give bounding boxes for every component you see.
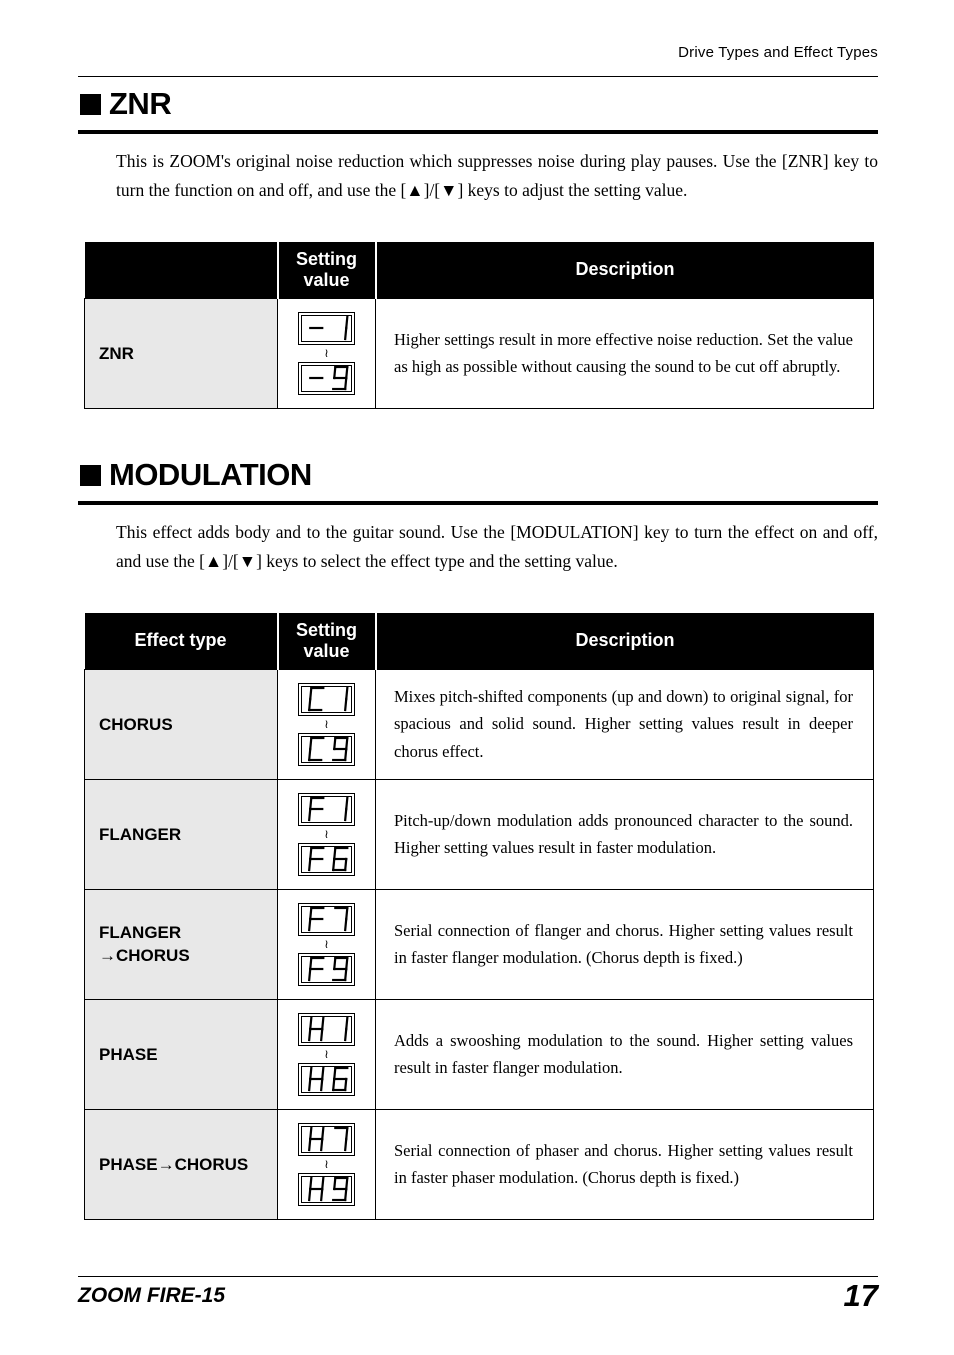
lcd-digit (305, 1016, 325, 1042)
col-header-blank (85, 242, 278, 298)
lcd-display-min (298, 312, 355, 345)
setting-value-range (278, 298, 376, 408)
effect-description: Serial connection of flanger and chorus. Higher setting values result in faster flanger modulation. (Chorus depth is fixed.) (376, 889, 874, 999)
lcd-display-min (298, 1123, 355, 1156)
effect-name: FLANGER (85, 779, 278, 889)
range-symbol: ≀ (324, 1156, 329, 1171)
lcd-digit (329, 365, 349, 391)
section-bullet-icon (80, 94, 101, 115)
lcd-digit (329, 736, 349, 762)
lcd-display-min (298, 683, 355, 716)
znr-title-text: ZNR (109, 86, 172, 121)
lcd-digit (329, 315, 349, 341)
znr-section-rule (78, 130, 878, 134)
znr-table (84, 242, 874, 409)
lcd-digit (329, 956, 349, 982)
lcd-display-max (298, 1063, 355, 1096)
col-header-setting-value: Setting value (278, 242, 376, 298)
lcd-display-min (298, 793, 355, 826)
table-row (85, 1109, 874, 1219)
lcd-digit (305, 315, 325, 341)
modulation-intro: This effect adds body and to the guitar sound. Use the [MODULATION] key to turn the effect on and off, and use the [▲]/[▼] keys to select the effect type and the setting value. (116, 522, 878, 571)
lcd-display-min (298, 1013, 355, 1046)
effect-description: Adds a swooshing modulation to the sound. Higher setting values result in faster flanger modulation. (376, 999, 874, 1109)
modulation-title-text: MODULATION (109, 457, 312, 492)
range-symbol: ≀ (324, 716, 329, 731)
lcd-digit (329, 686, 349, 712)
znr-section-title (80, 86, 171, 122)
effect-name: PHASE (85, 999, 278, 1109)
lcd-digit (305, 1126, 325, 1152)
setting-value-range (278, 779, 376, 889)
effect-name: ZNR (85, 298, 278, 408)
lcd-digit (305, 846, 325, 872)
footer-product: ZOOM FIRE-15 (78, 1284, 226, 1307)
effect-description: Mixes pitch-shifted components (up and down) to original signal, for spacious and solid sound. Higher setting values result in deeper chorus effect. (376, 669, 874, 779)
lcd-digit (329, 846, 349, 872)
lcd-display-max (298, 843, 355, 876)
effect-description: Higher settings result in more effective noise reduction. Set the value as high as possible without causing the sound to be cut off abruptly. (376, 298, 874, 408)
lcd-digit (305, 736, 325, 762)
lcd-digit (329, 1066, 349, 1092)
table-row (85, 889, 874, 999)
range-symbol: ≀ (324, 936, 329, 951)
lcd-digit (305, 796, 325, 822)
header-rule (78, 76, 878, 77)
setting-value-range (278, 669, 376, 779)
col-header-description: Description (376, 242, 874, 298)
lcd-display-max (298, 362, 355, 395)
lcd-digit (305, 365, 325, 391)
effect-description: Serial connection of phaser and chorus. Higher setting values result in faster phaser modulation. (Chorus depth is fixed.) (376, 1109, 874, 1219)
lcd-digit (329, 906, 349, 932)
col-header-effect-type: Effect type (85, 613, 278, 669)
lcd-digit (329, 796, 349, 822)
effect-name: FLANGER →CHORUS (85, 889, 278, 999)
modulation-table (84, 613, 874, 1220)
lcd-digit (305, 1176, 325, 1202)
lcd-digit (329, 1016, 349, 1042)
range-symbol: ≀ (324, 826, 329, 841)
range-symbol: ≀ (324, 345, 329, 360)
modulation-section-rule (78, 501, 878, 505)
lcd-display-max (298, 733, 355, 766)
lcd-display-min (298, 903, 355, 936)
effect-name: PHASE→CHORUS (85, 1109, 278, 1219)
col-header-setting-value: Setting value (278, 613, 376, 669)
range-symbol: ≀ (324, 1046, 329, 1061)
lcd-digit (305, 1066, 325, 1092)
setting-value-range (278, 889, 376, 999)
setting-value-range (278, 999, 376, 1109)
table-row (85, 298, 874, 408)
effect-description: Pitch-up/down modulation adds pronounced character to the sound. Higher setting values result in faster modulation. (376, 779, 874, 889)
footer-rule (78, 1276, 878, 1277)
lcd-digit (305, 956, 325, 982)
lcd-display-max (298, 953, 355, 986)
effect-name: CHORUS (85, 669, 278, 779)
table-row (85, 999, 874, 1109)
lcd-display-max (298, 1173, 355, 1206)
znr-intro: This is ZOOM's original noise reduction which suppresses noise during play pauses. Use the [ZNR] key to turn the function on and off, and use the [▲]/[▼] keys to adjust the setting value. (116, 151, 878, 200)
table-row (85, 779, 874, 889)
page-number: 17 (843, 1278, 878, 1313)
lcd-digit (305, 906, 325, 932)
table-row (85, 669, 874, 779)
section-bullet-icon (80, 465, 101, 486)
lcd-digit (329, 1176, 349, 1202)
modulation-section-title (80, 457, 312, 493)
col-header-description: Description (376, 613, 874, 669)
running-head: Drive Types and Effect Types (678, 44, 878, 61)
lcd-digit (329, 1126, 349, 1152)
lcd-digit (305, 686, 325, 712)
setting-value-range (278, 1109, 376, 1219)
